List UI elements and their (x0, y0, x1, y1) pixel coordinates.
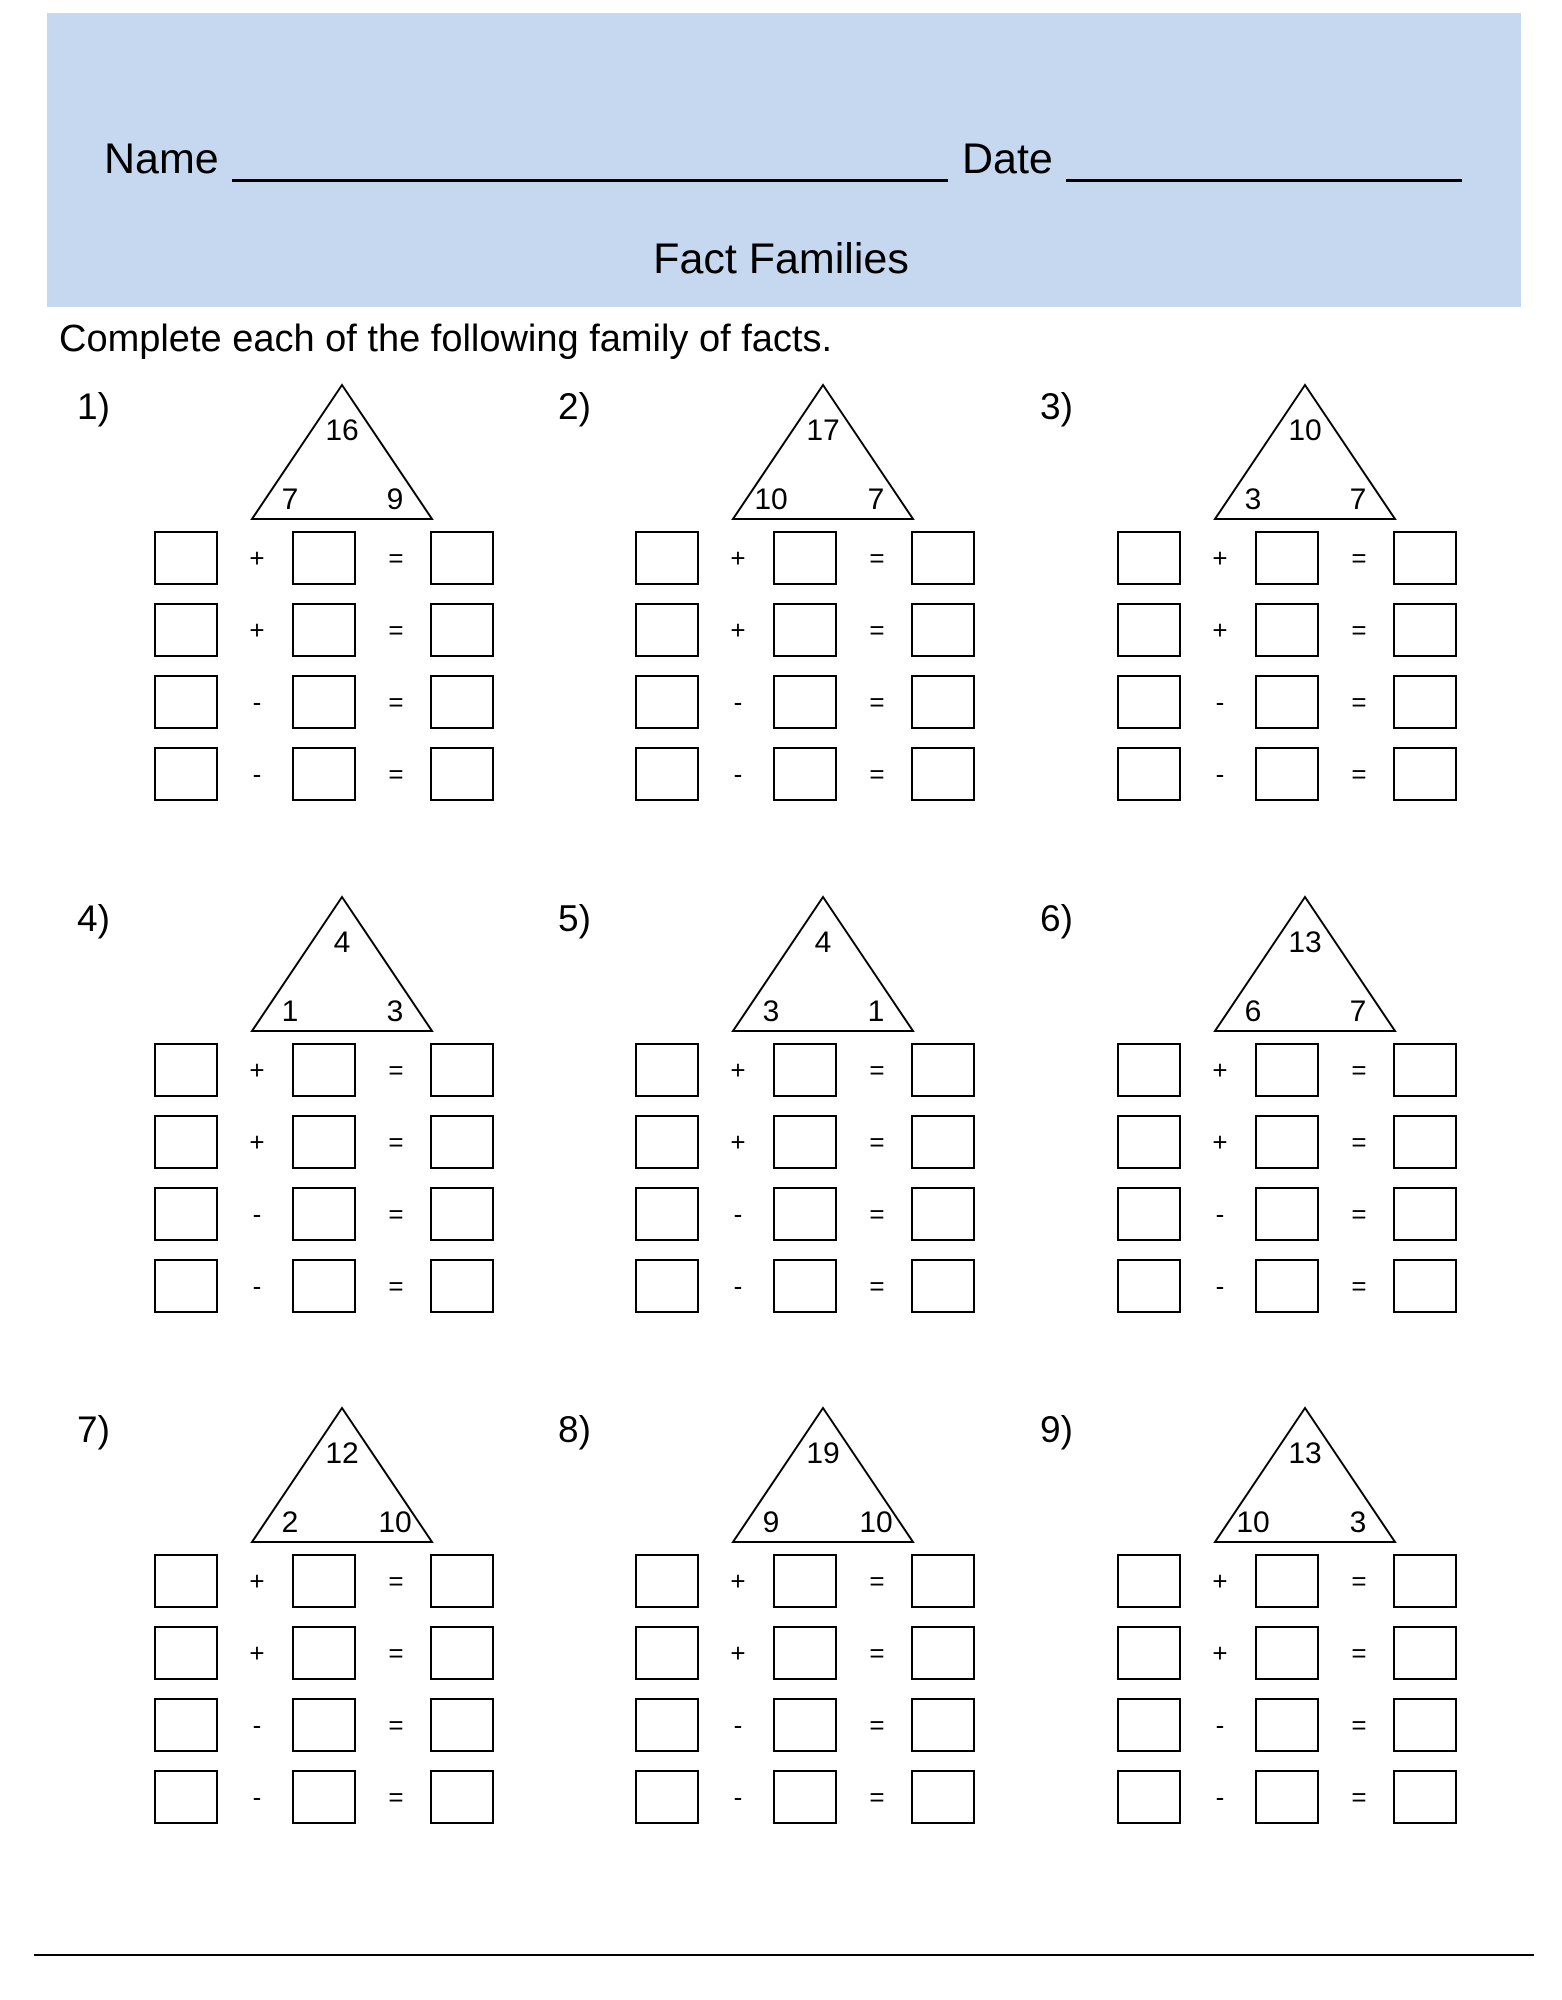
minus-sign: - (252, 1199, 262, 1229)
fact-family-problem (60, 900, 540, 1360)
problem-number: 3) (1040, 386, 1073, 427)
triangle-top-number: 4 (814, 926, 832, 959)
equals-sign: = (1351, 543, 1367, 573)
equals-sign: = (869, 1566, 885, 1596)
page-title: Fact Families (653, 235, 909, 283)
plus-sign: + (730, 1055, 746, 1085)
plus-sign: + (249, 543, 265, 573)
plus-sign: + (1212, 1638, 1228, 1668)
equals-sign: = (388, 543, 404, 573)
answer-box[interactable] (1117, 1043, 1181, 1097)
answer-box[interactable] (1393, 1259, 1457, 1313)
plus-sign: + (730, 1127, 746, 1157)
answer-box[interactable] (773, 1626, 837, 1680)
minus-sign: - (252, 1710, 262, 1740)
answer-box[interactable] (292, 1554, 356, 1608)
date-label: Date (962, 135, 1053, 183)
minus-sign: - (1215, 1710, 1225, 1740)
minus-sign: - (733, 1710, 743, 1740)
answer-box[interactable] (773, 1187, 837, 1241)
answer-box[interactable] (154, 1259, 218, 1313)
equals-sign: = (388, 1710, 404, 1740)
plus-sign: + (730, 1638, 746, 1668)
answer-box[interactable] (635, 1187, 699, 1241)
equals-sign: = (1351, 687, 1367, 717)
equals-sign: = (869, 1638, 885, 1668)
answer-box[interactable] (430, 1698, 494, 1752)
answer-box[interactable] (773, 603, 837, 657)
equals-sign: = (388, 1271, 404, 1301)
answer-box[interactable] (1117, 1115, 1181, 1169)
equals-sign: = (869, 543, 885, 573)
answer-box[interactable] (635, 1554, 699, 1608)
minus-sign: - (1215, 1271, 1225, 1301)
plus-sign: + (249, 1566, 265, 1596)
answer-box[interactable] (1393, 1187, 1457, 1241)
answer-box[interactable] (154, 1626, 218, 1680)
answer-box[interactable] (635, 1770, 699, 1824)
plus-sign: + (249, 1127, 265, 1157)
minus-sign: - (1215, 759, 1225, 789)
answer-box[interactable] (430, 1115, 494, 1169)
answer-box[interactable] (635, 1115, 699, 1169)
equals-sign: = (1351, 1271, 1367, 1301)
answer-box[interactable] (1117, 747, 1181, 801)
fact-family-problem (541, 900, 1021, 1360)
answer-box[interactable] (773, 1554, 837, 1608)
triangle-top-number: 19 (806, 1437, 840, 1470)
triangle-right-number: 7 (1349, 995, 1367, 1028)
plus-sign: + (1212, 1055, 1228, 1085)
name-label: Name (104, 135, 219, 183)
date-blank[interactable] (1066, 179, 1462, 182)
problem-number: 8) (558, 1409, 591, 1450)
fact-family-problem (541, 1411, 1021, 1871)
answer-box[interactable] (635, 531, 699, 585)
fact-family-problem (60, 1411, 540, 1871)
plus-sign: + (1212, 543, 1228, 573)
answer-box[interactable] (635, 1626, 699, 1680)
answer-box[interactable] (1393, 531, 1457, 585)
answer-box[interactable] (1117, 675, 1181, 729)
plus-sign: + (249, 1055, 265, 1085)
minus-sign: - (1215, 1199, 1225, 1229)
answer-box[interactable] (154, 1043, 218, 1097)
answer-box[interactable] (1255, 603, 1319, 657)
minus-sign: - (252, 687, 262, 717)
answer-box[interactable] (1393, 1554, 1457, 1608)
minus-sign: - (733, 1271, 743, 1301)
answer-box[interactable] (773, 1698, 837, 1752)
triangle-left-number: 6 (1244, 995, 1262, 1028)
answer-box[interactable] (154, 1554, 218, 1608)
answer-box[interactable] (1117, 1259, 1181, 1313)
equals-sign: = (1351, 1055, 1367, 1085)
minus-sign: - (733, 759, 743, 789)
answer-box[interactable] (635, 1259, 699, 1313)
answer-box[interactable] (292, 1043, 356, 1097)
answer-box[interactable] (154, 603, 218, 657)
answer-box[interactable] (430, 1043, 494, 1097)
answer-box[interactable] (635, 747, 699, 801)
answer-box[interactable] (1117, 603, 1181, 657)
answer-box[interactable] (911, 1115, 975, 1169)
answer-box[interactable] (1255, 1626, 1319, 1680)
triangle-left-number: 3 (762, 995, 780, 1028)
minus-sign: - (733, 687, 743, 717)
answer-box[interactable] (1255, 1115, 1319, 1169)
minus-sign: - (252, 759, 262, 789)
triangle-right-number: 7 (867, 483, 885, 516)
triangle-left-number: 2 (281, 1506, 299, 1539)
instructions: Complete each of the following family of facts. (59, 318, 833, 360)
equals-sign: = (388, 1782, 404, 1812)
answer-box[interactable] (1393, 1043, 1457, 1097)
footer-divider (34, 1954, 1534, 1956)
answer-box[interactable] (911, 1043, 975, 1097)
answer-box[interactable] (430, 1187, 494, 1241)
answer-box[interactable] (1255, 747, 1319, 801)
answer-box[interactable] (911, 531, 975, 585)
triangle-top-number: 4 (333, 926, 351, 959)
equals-sign: = (869, 615, 885, 645)
equals-sign: = (388, 1638, 404, 1668)
answer-box[interactable] (1393, 1115, 1457, 1169)
answer-box[interactable] (911, 747, 975, 801)
answer-box[interactable] (911, 1770, 975, 1824)
answer-box[interactable] (430, 1770, 494, 1824)
triangle-top-number: 13 (1288, 1437, 1322, 1470)
plus-sign: + (1212, 1566, 1228, 1596)
equals-sign: = (388, 1566, 404, 1596)
equals-sign: = (869, 1782, 885, 1812)
answer-box[interactable] (1255, 1043, 1319, 1097)
answer-box[interactable] (430, 1259, 494, 1313)
answer-box[interactable] (635, 603, 699, 657)
answer-box[interactable] (1255, 1770, 1319, 1824)
equals-sign: = (1351, 759, 1367, 789)
equals-sign: = (1351, 1638, 1367, 1668)
plus-sign: + (730, 1566, 746, 1596)
triangle-top-number: 12 (325, 1437, 359, 1470)
triangle-left-number: 10 (754, 483, 788, 516)
answer-box[interactable] (292, 1626, 356, 1680)
equals-sign: = (869, 759, 885, 789)
answer-box[interactable] (154, 1770, 218, 1824)
triangle-right-number: 9 (386, 483, 404, 516)
answer-box[interactable] (911, 1554, 975, 1608)
answer-box[interactable] (1393, 603, 1457, 657)
minus-sign: - (1215, 687, 1225, 717)
equals-sign: = (869, 1199, 885, 1229)
answer-box[interactable] (154, 531, 218, 585)
triangle-left-number: 1 (281, 995, 299, 1028)
answer-box[interactable] (1393, 1698, 1457, 1752)
plus-sign: + (730, 615, 746, 645)
plus-sign: + (249, 615, 265, 645)
minus-sign: - (733, 1199, 743, 1229)
answer-box[interactable] (1393, 1626, 1457, 1680)
minus-sign: - (252, 1782, 262, 1812)
answer-box[interactable] (1117, 1554, 1181, 1608)
triangle-right-number: 1 (867, 995, 885, 1028)
fact-family-problem (1023, 388, 1503, 848)
equals-sign: = (869, 687, 885, 717)
answer-box[interactable] (292, 675, 356, 729)
answer-box[interactable] (911, 1698, 975, 1752)
answer-box[interactable] (1255, 1187, 1319, 1241)
equals-sign: = (1351, 1199, 1367, 1229)
answer-box[interactable] (773, 1043, 837, 1097)
triangle-right-number: 10 (859, 1506, 893, 1539)
answer-box[interactable] (292, 1187, 356, 1241)
answer-box[interactable] (154, 1115, 218, 1169)
answer-box[interactable] (1393, 675, 1457, 729)
plus-sign: + (1212, 615, 1228, 645)
triangle-right-number: 3 (1349, 1506, 1367, 1539)
answer-box[interactable] (1117, 1698, 1181, 1752)
answer-box[interactable] (635, 675, 699, 729)
triangle-top-number: 13 (1288, 926, 1322, 959)
answer-box[interactable] (773, 1259, 837, 1313)
answer-box[interactable] (1255, 675, 1319, 729)
equals-sign: = (1351, 1566, 1367, 1596)
answer-box[interactable] (911, 1626, 975, 1680)
answer-box[interactable] (773, 531, 837, 585)
triangle-left-number: 7 (281, 483, 299, 516)
answer-box[interactable] (430, 1554, 494, 1608)
answer-box[interactable] (773, 675, 837, 729)
equals-sign: = (869, 1271, 885, 1301)
triangle-left-number: 10 (1236, 1506, 1270, 1539)
equals-sign: = (1351, 1127, 1367, 1157)
answer-box[interactable] (154, 1698, 218, 1752)
answer-box[interactable] (635, 1043, 699, 1097)
answer-box[interactable] (292, 747, 356, 801)
answer-box[interactable] (1117, 1626, 1181, 1680)
answer-box[interactable] (1393, 747, 1457, 801)
answer-box[interactable] (635, 1698, 699, 1752)
equals-sign: = (388, 615, 404, 645)
answer-box[interactable] (292, 531, 356, 585)
problem-number: 5) (558, 898, 591, 939)
equals-sign: = (388, 1127, 404, 1157)
answer-box[interactable] (911, 603, 975, 657)
answer-box[interactable] (773, 747, 837, 801)
equals-sign: = (388, 759, 404, 789)
answer-box[interactable] (154, 1187, 218, 1241)
fact-family-problem (541, 388, 1021, 848)
answer-box[interactable] (773, 1770, 837, 1824)
triangle-right-number: 3 (386, 995, 404, 1028)
triangle-right-number: 10 (378, 1506, 412, 1539)
answer-box[interactable] (1255, 531, 1319, 585)
problem-number: 9) (1040, 1409, 1073, 1450)
equals-sign: = (1351, 1710, 1367, 1740)
answer-box[interactable] (430, 1626, 494, 1680)
name-blank[interactable] (232, 179, 948, 182)
equals-sign: = (1351, 1782, 1367, 1812)
answer-box[interactable] (1117, 531, 1181, 585)
fact-family-problem (1023, 1411, 1503, 1871)
answer-box[interactable] (430, 531, 494, 585)
answer-box[interactable] (430, 675, 494, 729)
plus-sign: + (249, 1638, 265, 1668)
answer-box[interactable] (1255, 1259, 1319, 1313)
triangle-left-number: 9 (762, 1506, 780, 1539)
minus-sign: - (1215, 1782, 1225, 1812)
answer-box[interactable] (292, 1698, 356, 1752)
problem-number: 4) (77, 898, 110, 939)
problem-number: 2) (558, 386, 591, 427)
problem-number: 6) (1040, 898, 1073, 939)
answer-box[interactable] (430, 603, 494, 657)
equals-sign: = (1351, 615, 1367, 645)
fact-family-problem (1023, 900, 1503, 1360)
answer-box[interactable] (1255, 1554, 1319, 1608)
equals-sign: = (869, 1710, 885, 1740)
fact-family-problem (60, 388, 540, 848)
answer-box[interactable] (773, 1115, 837, 1169)
answer-box[interactable] (1117, 1770, 1181, 1824)
equals-sign: = (388, 1199, 404, 1229)
triangle-right-number: 7 (1349, 483, 1367, 516)
minus-sign: - (252, 1271, 262, 1301)
plus-sign: + (730, 543, 746, 573)
equals-sign: = (869, 1055, 885, 1085)
answer-box[interactable] (292, 1115, 356, 1169)
triangle-top-number: 10 (1288, 414, 1322, 447)
plus-sign: + (1212, 1127, 1228, 1157)
answer-box[interactable] (292, 1770, 356, 1824)
equals-sign: = (869, 1127, 885, 1157)
triangle-left-number: 3 (1244, 483, 1262, 516)
minus-sign: - (733, 1782, 743, 1812)
answer-box[interactable] (430, 747, 494, 801)
problem-number: 1) (77, 386, 110, 427)
answer-box[interactable] (154, 675, 218, 729)
triangle-top-number: 16 (325, 414, 359, 447)
triangle-top-number: 17 (806, 414, 840, 447)
answer-box[interactable] (1117, 1187, 1181, 1241)
answer-box[interactable] (911, 675, 975, 729)
answer-box[interactable] (154, 747, 218, 801)
answer-box[interactable] (911, 1259, 975, 1313)
answer-box[interactable] (911, 1187, 975, 1241)
answer-box[interactable] (292, 1259, 356, 1313)
answer-box[interactable] (1393, 1770, 1457, 1824)
answer-box[interactable] (292, 603, 356, 657)
equals-sign: = (388, 1055, 404, 1085)
equals-sign: = (388, 687, 404, 717)
problem-number: 7) (77, 1409, 110, 1450)
answer-box[interactable] (1255, 1698, 1319, 1752)
